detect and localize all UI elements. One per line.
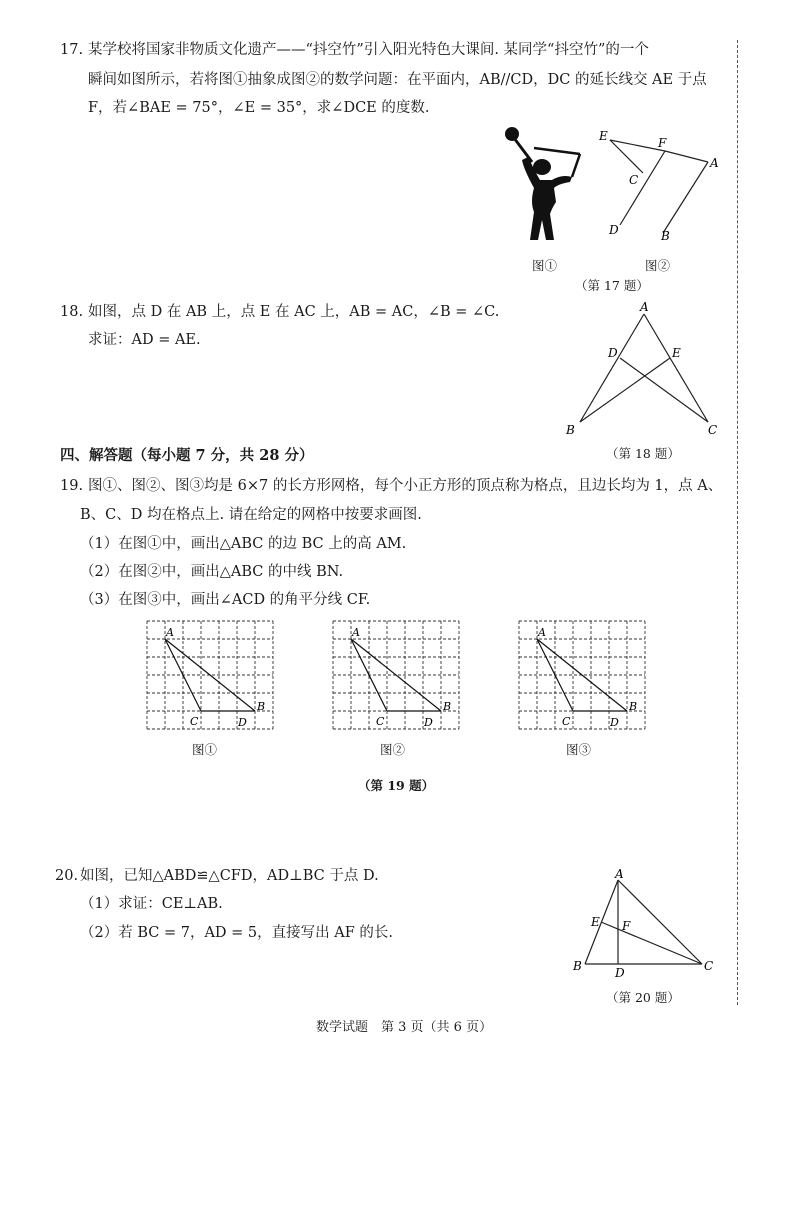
q19-grid2-label: 图② bbox=[380, 742, 406, 757]
q19-line2: B、C、D 均在格点上. 请在给定的网格中按要求画图. bbox=[80, 507, 422, 523]
q19-part2: （2）在图②中，画出△ABC 的中线 BN. bbox=[80, 564, 344, 580]
q19-grid3-point-B: B bbox=[629, 700, 638, 713]
q20-point-A: A bbox=[615, 867, 624, 881]
q19-grid3-point-A: A bbox=[538, 626, 546, 639]
q17-point-E: E bbox=[599, 129, 608, 143]
q17-line1: 某学校将国家非物质文化遗产——“抖空竹”引入阳光特色大课间. 某同学“抖空竹”的一个 bbox=[88, 42, 649, 58]
q19-grid1-point-A: A bbox=[166, 626, 174, 639]
q20-caption: （第 20 题） bbox=[606, 990, 680, 1005]
section4-title: 四、解答题（每小题 7 分，共 28 分） bbox=[60, 447, 314, 464]
q20-number: 20. bbox=[55, 868, 79, 884]
q17-point-C: C bbox=[629, 173, 639, 187]
q18-caption: （第 18 题） bbox=[606, 446, 680, 461]
q19-grid3-point-D: D bbox=[610, 716, 619, 729]
q19-grid2-point-B: B bbox=[443, 700, 452, 713]
q17-point-D: D bbox=[609, 223, 619, 237]
q20-figure bbox=[565, 864, 725, 984]
q20-point-D: D bbox=[615, 966, 625, 980]
q17-fig1-label: 图① bbox=[532, 258, 558, 273]
q18-number: 18. bbox=[60, 304, 84, 320]
q18-point-D: D bbox=[608, 346, 618, 360]
q19-grid3-label: 图③ bbox=[566, 742, 592, 757]
q18-line2: 求证：AD = AE. bbox=[88, 332, 201, 348]
q20-point-E: E bbox=[591, 915, 600, 929]
q17-number: 17. bbox=[60, 42, 84, 58]
q19-grid2-point-D: D bbox=[424, 716, 433, 729]
q19-grid1 bbox=[146, 620, 280, 735]
q20-point-F: F bbox=[622, 919, 631, 933]
q19-part1: （1）在图①中，画出△ABC 的边 BC 上的高 AM. bbox=[80, 536, 407, 552]
q20-point-C: C bbox=[704, 959, 714, 973]
q17-point-F: F bbox=[658, 136, 667, 150]
q20-part1: （1）求证：CE⊥AB. bbox=[80, 896, 223, 912]
q18-point-C: C bbox=[708, 423, 718, 437]
binding-dashed-line bbox=[737, 40, 738, 1005]
q19-grid1-label: 图① bbox=[192, 742, 218, 757]
q19-grid2-point-C: C bbox=[376, 715, 385, 728]
q19-line1: 图①、图②、图③均是 6×7 的长方形网格，每个小正方形的顶点称为格点，且边长均为 1，点 A、 bbox=[88, 478, 723, 494]
q18-line1: 如图，点 D 在 AB 上，点 E 在 AC 上，AB = AC，∠B = ∠C. bbox=[88, 304, 500, 320]
q18-point-A: A bbox=[640, 300, 649, 314]
q19-grid2 bbox=[332, 620, 466, 735]
q17-line3: F，若∠BAE = 75°，∠E = 35°，求∠DCE 的度数. bbox=[88, 100, 430, 116]
q17-fig2-label: 图② bbox=[645, 258, 671, 273]
q19-grid1-point-D: D bbox=[238, 716, 247, 729]
q19-part3: （3）在图③中，画出∠ACD 的角平分线 CF. bbox=[80, 592, 371, 608]
q19-grid2-point-A: A bbox=[352, 626, 360, 639]
q20-point-B: B bbox=[573, 959, 582, 973]
q18-point-B: B bbox=[566, 423, 575, 437]
q18-point-E: E bbox=[672, 346, 681, 360]
q17-point-A: A bbox=[710, 156, 719, 170]
q19-grid1-point-C: C bbox=[190, 715, 199, 728]
q20-part2: （2）若 BC = 7，AD = 5，直接写出 AF 的长. bbox=[80, 925, 393, 941]
q17-figure1-silhouette bbox=[500, 122, 595, 247]
q17-caption: （第 17 题） bbox=[575, 278, 649, 293]
q19-caption: （第 19 题） bbox=[358, 778, 435, 793]
page-footer: 数学试题 第 3 页（共 6 页） bbox=[316, 1020, 493, 1035]
q18-figure bbox=[560, 300, 730, 440]
q17-point-B: B bbox=[661, 229, 670, 243]
q20-line1: 如图，已知△ABD≌△CFD，AD⊥BC 于点 D. bbox=[80, 868, 379, 884]
q19-number: 19. bbox=[60, 478, 84, 494]
q19-grid1-point-B: B bbox=[257, 700, 266, 713]
q17-line2: 瞬间如图所示，若将图①抽象成图②的数学问题：在平面内，AB//CD，DC 的延长线交 AE 于点 bbox=[88, 72, 707, 88]
q17-figure2-diagram bbox=[595, 125, 725, 243]
q19-grid3-point-C: C bbox=[562, 715, 571, 728]
q19-grid3 bbox=[518, 620, 652, 735]
